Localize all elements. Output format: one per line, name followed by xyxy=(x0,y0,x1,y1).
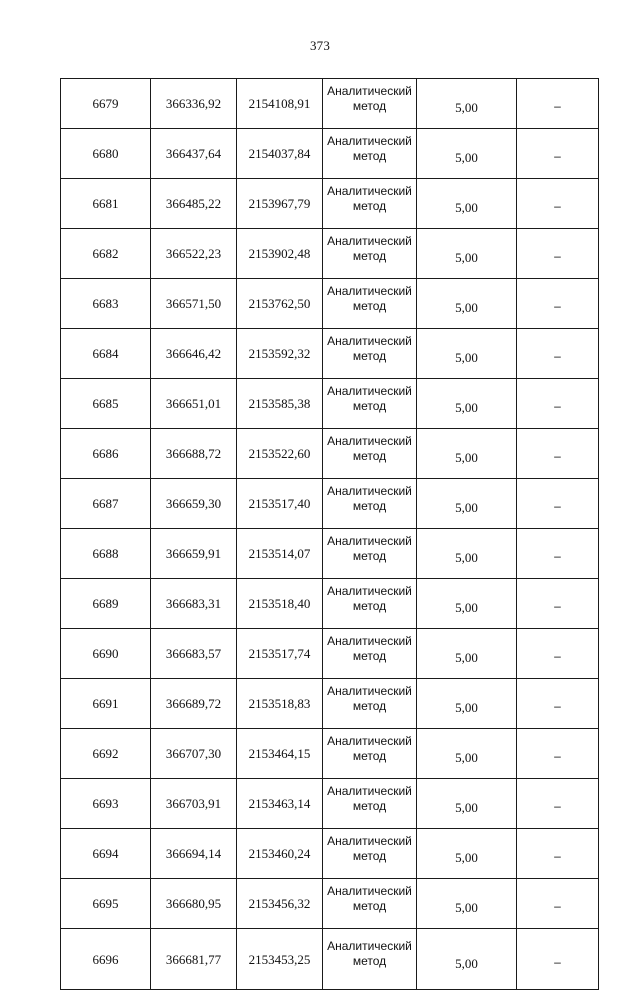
accuracy-cell: 5,00 xyxy=(417,179,517,229)
y-coordinate-cell: 2153518,83 xyxy=(237,679,323,729)
table-row xyxy=(61,279,599,329)
method-cell xyxy=(323,779,417,829)
method-cell xyxy=(323,679,417,729)
method-line-2: метод xyxy=(352,398,387,413)
x-coordinate-cell: 366703,91 xyxy=(151,779,237,829)
accuracy-cell: 5,00 xyxy=(417,729,517,779)
accuracy-cell: 5,00 xyxy=(417,929,517,990)
y-coordinate-cell: 2153585,38 xyxy=(237,379,323,429)
accuracy-cell: 5,00 xyxy=(417,229,517,279)
point-number-cell: 6696 xyxy=(61,929,151,990)
table-row xyxy=(61,529,599,579)
table-row xyxy=(61,929,599,990)
table-body xyxy=(61,79,599,990)
table-row xyxy=(61,229,599,279)
method-cell xyxy=(323,129,417,179)
y-coordinate-cell: 2153762,50 xyxy=(237,279,323,329)
method-line-1: Аналитический xyxy=(327,183,412,198)
table-row xyxy=(61,879,599,929)
y-coordinate-cell: 2153518,40 xyxy=(237,579,323,629)
y-coordinate-cell: 2154037,84 xyxy=(237,129,323,179)
method-line-1: Аналитический xyxy=(327,383,412,398)
x-coordinate-cell: 366522,23 xyxy=(151,229,237,279)
table-row xyxy=(61,79,599,129)
note-cell: – xyxy=(517,529,599,579)
method-line-1: Аналитический xyxy=(327,883,412,898)
method-line-1: Аналитический xyxy=(327,783,412,798)
y-coordinate-cell: 2153514,07 xyxy=(237,529,323,579)
x-coordinate-cell: 366659,91 xyxy=(151,529,237,579)
y-coordinate-cell: 2153522,60 xyxy=(237,429,323,479)
table-row xyxy=(61,729,599,779)
x-coordinate-cell: 366683,57 xyxy=(151,629,237,679)
point-number-cell: 6682 xyxy=(61,229,151,279)
method-line-2: метод xyxy=(352,298,387,313)
method-cell xyxy=(323,529,417,579)
method-cell xyxy=(323,429,417,479)
method-line-2: метод xyxy=(352,748,387,763)
x-coordinate-cell: 366707,30 xyxy=(151,729,237,779)
y-coordinate-cell: 2153517,74 xyxy=(237,629,323,679)
point-number-cell: 6684 xyxy=(61,329,151,379)
method-line-1: Аналитический xyxy=(327,583,412,598)
x-coordinate-cell: 366680,95 xyxy=(151,879,237,929)
point-number-cell: 6680 xyxy=(61,129,151,179)
point-number-cell: 6687 xyxy=(61,479,151,529)
note-cell: – xyxy=(517,329,599,379)
accuracy-cell: 5,00 xyxy=(417,429,517,479)
table-row xyxy=(61,179,599,229)
method-line-2: метод xyxy=(352,198,387,213)
table-row xyxy=(61,329,599,379)
accuracy-cell: 5,00 xyxy=(417,779,517,829)
accuracy-cell: 5,00 xyxy=(417,479,517,529)
accuracy-cell: 5,00 xyxy=(417,879,517,929)
table-row xyxy=(61,429,599,479)
note-cell: – xyxy=(517,629,599,679)
note-cell: – xyxy=(517,429,599,479)
method-line-1: Аналитический xyxy=(327,683,412,698)
accuracy-cell: 5,00 xyxy=(417,79,517,129)
x-coordinate-cell: 366437,64 xyxy=(151,129,237,179)
y-coordinate-cell: 2153902,48 xyxy=(237,229,323,279)
method-line-1: Аналитический xyxy=(327,83,412,98)
point-number-cell: 6695 xyxy=(61,879,151,929)
x-coordinate-cell: 366683,31 xyxy=(151,579,237,629)
accuracy-cell: 5,00 xyxy=(417,279,517,329)
table-row xyxy=(61,829,599,879)
y-coordinate-cell: 2153460,24 xyxy=(237,829,323,879)
method-line-2: метод xyxy=(352,498,387,513)
method-cell xyxy=(323,279,417,329)
accuracy-cell: 5,00 xyxy=(417,629,517,679)
y-coordinate-cell: 2153456,32 xyxy=(237,879,323,929)
note-cell: – xyxy=(517,79,599,129)
y-coordinate-cell: 2153592,32 xyxy=(237,329,323,379)
point-number-cell: 6694 xyxy=(61,829,151,879)
method-line-2: метод xyxy=(352,898,387,913)
accuracy-cell: 5,00 xyxy=(417,379,517,429)
point-number-cell: 6693 xyxy=(61,779,151,829)
note-cell: – xyxy=(517,679,599,729)
accuracy-cell: 5,00 xyxy=(417,679,517,729)
point-number-cell: 6686 xyxy=(61,429,151,479)
y-coordinate-cell: 2153453,25 xyxy=(237,929,323,990)
table-row xyxy=(61,679,599,729)
y-coordinate-cell: 2153967,79 xyxy=(237,179,323,229)
note-cell: – xyxy=(517,729,599,779)
x-coordinate-cell: 366681,77 xyxy=(151,929,237,990)
note-cell: – xyxy=(517,279,599,329)
method-cell xyxy=(323,379,417,429)
table-row xyxy=(61,129,599,179)
point-number-cell: 6681 xyxy=(61,179,151,229)
note-cell: – xyxy=(517,579,599,629)
note-cell: – xyxy=(517,129,599,179)
note-cell: – xyxy=(517,379,599,429)
method-line-1: Аналитический xyxy=(327,483,412,498)
x-coordinate-cell: 366694,14 xyxy=(151,829,237,879)
method-line-2: метод xyxy=(352,348,387,363)
method-cell xyxy=(323,829,417,879)
method-line-2: метод xyxy=(352,98,387,113)
y-coordinate-cell: 2153517,40 xyxy=(237,479,323,529)
point-number-cell: 6679 xyxy=(61,79,151,129)
x-coordinate-cell: 366688,72 xyxy=(151,429,237,479)
method-cell xyxy=(323,229,417,279)
method-cell xyxy=(323,79,417,129)
method-cell xyxy=(323,629,417,679)
table-row xyxy=(61,579,599,629)
method-line-2: метод xyxy=(352,798,387,813)
table-row xyxy=(61,379,599,429)
note-cell: – xyxy=(517,479,599,529)
y-coordinate-cell: 2154108,91 xyxy=(237,79,323,129)
method-cell xyxy=(323,329,417,379)
method-cell xyxy=(323,479,417,529)
method-cell xyxy=(323,879,417,929)
note-cell: – xyxy=(517,779,599,829)
accuracy-cell: 5,00 xyxy=(417,829,517,879)
accuracy-cell: 5,00 xyxy=(417,579,517,629)
method-line-1: Аналитический xyxy=(327,633,412,648)
note-cell: – xyxy=(517,179,599,229)
method-line-1: Аналитический xyxy=(327,333,412,348)
method-line-2: метод xyxy=(352,598,387,613)
method-line-2: метод xyxy=(352,954,387,968)
method-line-1: Аналитический xyxy=(327,533,412,548)
note-cell: – xyxy=(517,879,599,929)
method-line-1: Аналитический xyxy=(327,233,412,248)
table-row xyxy=(61,779,599,829)
point-number-cell: 6690 xyxy=(61,629,151,679)
method-line-2: метод xyxy=(352,148,387,163)
x-coordinate-cell: 366659,30 xyxy=(151,479,237,529)
coordinates-table xyxy=(60,78,599,990)
method-line-2: метод xyxy=(352,548,387,563)
method-cell xyxy=(323,929,417,990)
table-row xyxy=(61,629,599,679)
method-cell xyxy=(323,579,417,629)
point-number-cell: 6691 xyxy=(61,679,151,729)
method-line-1: Аналитический xyxy=(327,283,412,298)
accuracy-cell: 5,00 xyxy=(417,329,517,379)
method-line-2: метод xyxy=(352,848,387,863)
method-line-1: Аналитический xyxy=(327,733,412,748)
y-coordinate-cell: 2153464,15 xyxy=(237,729,323,779)
point-number-cell: 6685 xyxy=(61,379,151,429)
method-line-1: Аналитический xyxy=(327,133,412,148)
method-line-2: метод xyxy=(352,698,387,713)
x-coordinate-cell: 366571,50 xyxy=(151,279,237,329)
point-number-cell: 6689 xyxy=(61,579,151,629)
accuracy-cell: 5,00 xyxy=(417,529,517,579)
note-cell: – xyxy=(517,829,599,879)
method-cell xyxy=(323,729,417,779)
x-coordinate-cell: 366689,72 xyxy=(151,679,237,729)
method-line-2: метод xyxy=(352,648,387,663)
table-row xyxy=(61,479,599,529)
x-coordinate-cell: 366485,22 xyxy=(151,179,237,229)
x-coordinate-cell: 366646,42 xyxy=(151,329,237,379)
point-number-cell: 6692 xyxy=(61,729,151,779)
note-cell: – xyxy=(517,229,599,279)
method-line-2: метод xyxy=(352,248,387,263)
page-number: 373 xyxy=(309,38,331,53)
y-coordinate-cell: 2153463,14 xyxy=(237,779,323,829)
point-number-cell: 6683 xyxy=(61,279,151,329)
accuracy-cell: 5,00 xyxy=(417,129,517,179)
method-line-1: Аналитический xyxy=(327,939,412,953)
x-coordinate-cell: 366651,01 xyxy=(151,379,237,429)
method-line-1: Аналитический xyxy=(327,433,412,448)
method-cell xyxy=(323,179,417,229)
point-number-cell: 6688 xyxy=(61,529,151,579)
method-line-1: Аналитический xyxy=(327,833,412,848)
note-cell: – xyxy=(517,929,599,990)
x-coordinate-cell: 366336,92 xyxy=(151,79,237,129)
method-line-2: метод xyxy=(352,448,387,463)
